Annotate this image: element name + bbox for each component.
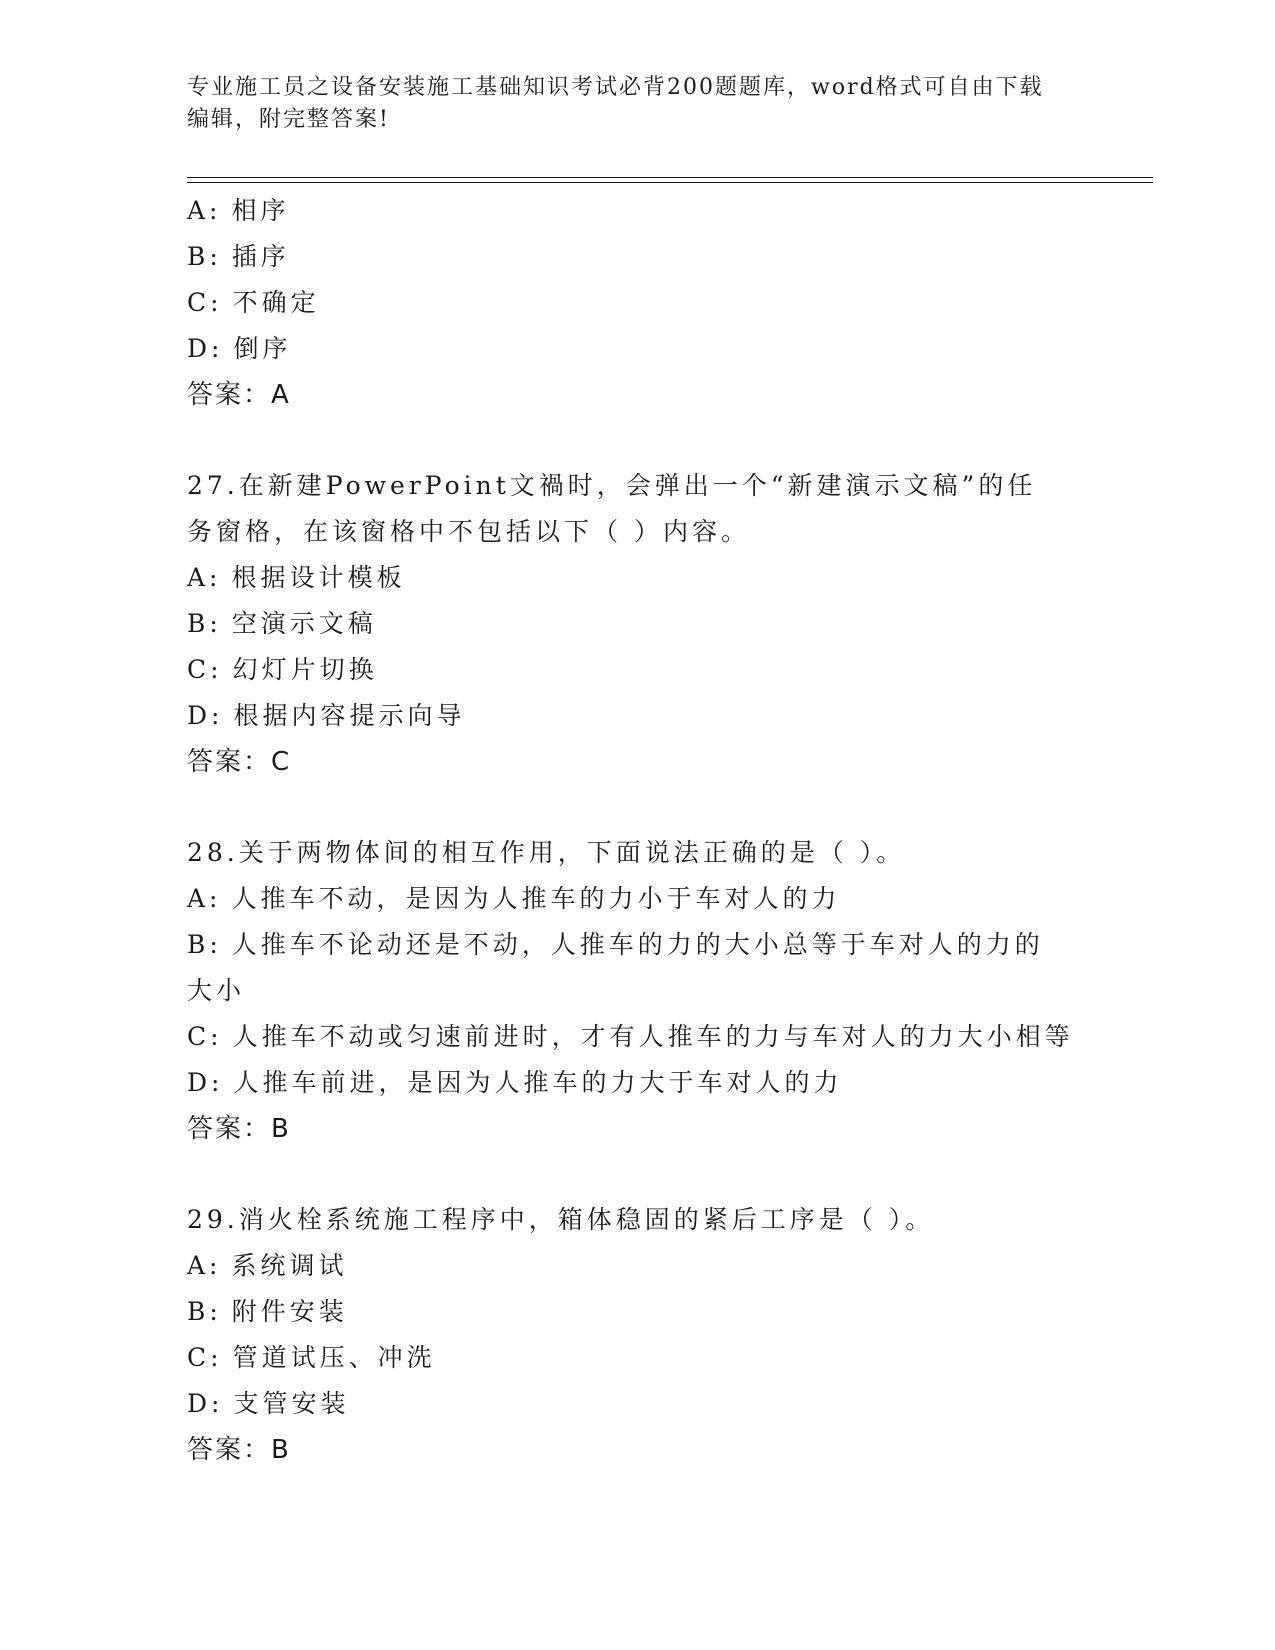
option-c: C: 幻灯片切换 — [187, 655, 378, 684]
option-b: B: 附件安装 — [187, 1297, 348, 1326]
option-d: D: 倒序 — [187, 334, 292, 363]
question-stem: 28.关于两物体间的相互作用，下面说法正确的是（ ）。 — [187, 838, 906, 867]
question-list — [187, 188, 1087, 1473]
option-b: B: 人推车不论动还是不动，人推车的力的大小总等于车对人的力的大小 — [187, 930, 1044, 1005]
question-stem: 29.消火栓系统施工程序中，箱体稳固的紧后工序是（ ）。 — [187, 1205, 935, 1234]
option-d: D: 人推车前进，是因为人推车的力大于车对人的力 — [187, 1068, 843, 1097]
option-a: A: 人推车不动，是因为人推车的力小于车对人的力 — [187, 884, 841, 913]
question-partial — [187, 188, 1087, 418]
option-c: C: 不确定 — [187, 288, 320, 317]
question-28 — [187, 830, 1087, 1152]
option-d: D: 支管安装 — [187, 1389, 350, 1418]
document-header — [187, 72, 1067, 136]
header-rule-bottom — [187, 182, 1153, 183]
question-27 — [187, 463, 1087, 785]
option-b: B: 空演示文稿 — [187, 609, 377, 638]
option-d: D: 根据内容提示向导 — [187, 701, 466, 730]
header-rule-top — [187, 177, 1153, 178]
option-b: B: 插序 — [187, 242, 290, 271]
header-title: 专业施工员之设备安装施工基础知识考试必背200题题库，word格式可自由下载编辑，附完整答案! — [187, 75, 1044, 132]
option-a: A: 相序 — [187, 196, 290, 225]
option-a: A: 系统调试 — [187, 1251, 348, 1280]
answer-line: 答案：C — [187, 747, 292, 777]
question-29 — [187, 1197, 1087, 1473]
question-stem: 27.在新建PowerPoint文禍时，会弹出一个“新建演示文稿”的任务窗格，在该窗格中不包括以下（ ）内容。 — [187, 471, 1037, 546]
answer-line: 答案：B — [187, 1435, 291, 1465]
answer-line: 答案：A — [187, 380, 291, 410]
option-c: C: 管道试压、冲洗 — [187, 1343, 436, 1372]
answer-line: 答案：B — [187, 1114, 291, 1144]
option-a: A: 根据设计模板 — [187, 563, 406, 592]
option-c: C: 人推车不动或匀速前进时，才有人推车的力与车对人的力大小相等 — [187, 1022, 1074, 1051]
